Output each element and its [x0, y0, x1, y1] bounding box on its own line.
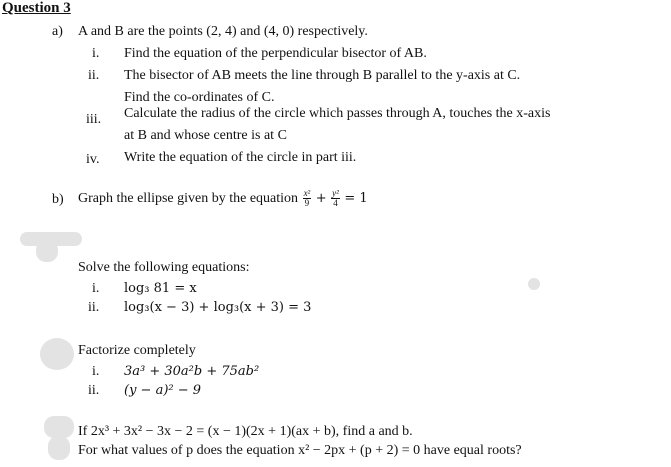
- factorize-item-1-expr: 3a³ + 30a²b + 75ab²: [124, 364, 260, 379]
- part-a-item-2-line1: The bisector of AB meets the line through B parallel to the y-axis at C.: [124, 68, 521, 83]
- part-b-label: b): [52, 192, 64, 207]
- factorize-item-2-expr: (y − a)² − 9: [124, 383, 202, 398]
- part-a-item-3-line2: at B and whose centre is at C: [124, 128, 287, 143]
- plus-sign: +: [315, 191, 327, 206]
- solve-item-1-num: i.: [92, 281, 100, 296]
- part-a-item-1-text: Find the equation of the perpendicular bisector of AB.: [124, 46, 427, 61]
- fraction-1-denominator: 9: [304, 198, 310, 209]
- solve-item-1-expr: log₃ 81 = x: [124, 281, 197, 296]
- factorize-heading: Factorize completely: [78, 343, 196, 358]
- equals-one: = 1: [344, 191, 368, 206]
- fraction-2-denominator: 4: [333, 198, 338, 209]
- fraction-y-squared-over-4: [331, 189, 340, 208]
- part-a-item-4-num: iv.: [86, 152, 100, 167]
- question-title: Question 3: [2, 0, 71, 16]
- fraction-2-numerator: y²: [332, 188, 339, 199]
- part-a-item-3-line1: Calculate the radius of the circle which passes through A, touches the x-axis: [124, 106, 551, 121]
- fraction-1-numerator: x²: [303, 188, 311, 199]
- redaction-dot: [528, 278, 540, 290]
- redaction-blob-2: [40, 338, 74, 370]
- part-a-item-2-line2: Find the co-ordinates of C.: [124, 90, 275, 105]
- factorize-item-2-num: ii.: [88, 383, 100, 398]
- redaction-blob-1b: [36, 240, 58, 262]
- part-a-item-4-text: Write the equation of the circle in part iii.: [124, 150, 357, 165]
- equal-roots-question: For what values of p does the equation x² − 2px + (p + 2) = 0 have equal roots?: [78, 443, 522, 458]
- redaction-blob-3: [44, 416, 74, 438]
- part-a-text: A and B are the points (2, 4) and (4, 0) respectively.: [78, 24, 368, 39]
- solve-item-2-expr: log₃(x − 3) + log₃(x + 3) = 3: [124, 300, 312, 315]
- factorize-item-1-num: i.: [92, 364, 100, 379]
- part-b-text: Graph the ellipse given by the equation: [78, 191, 299, 206]
- solve-heading: Solve the following equations:: [78, 260, 250, 275]
- part-a-item-1-num: i.: [92, 46, 100, 61]
- solve-item-2-num: ii.: [88, 300, 100, 315]
- part-a-label: a): [52, 24, 63, 39]
- part-b-line: [78, 187, 368, 211]
- redaction-blob-3b: [48, 436, 70, 460]
- part-a-item-2-num: ii.: [88, 68, 100, 83]
- polynomial-question: If 2x³ + 3x² − 3x − 2 = (x − 1)(2x + 1)(ax + b), find a and b.: [78, 424, 413, 439]
- fraction-x-squared-over-9: [303, 189, 312, 208]
- part-a-item-3-num: iii.: [86, 112, 102, 127]
